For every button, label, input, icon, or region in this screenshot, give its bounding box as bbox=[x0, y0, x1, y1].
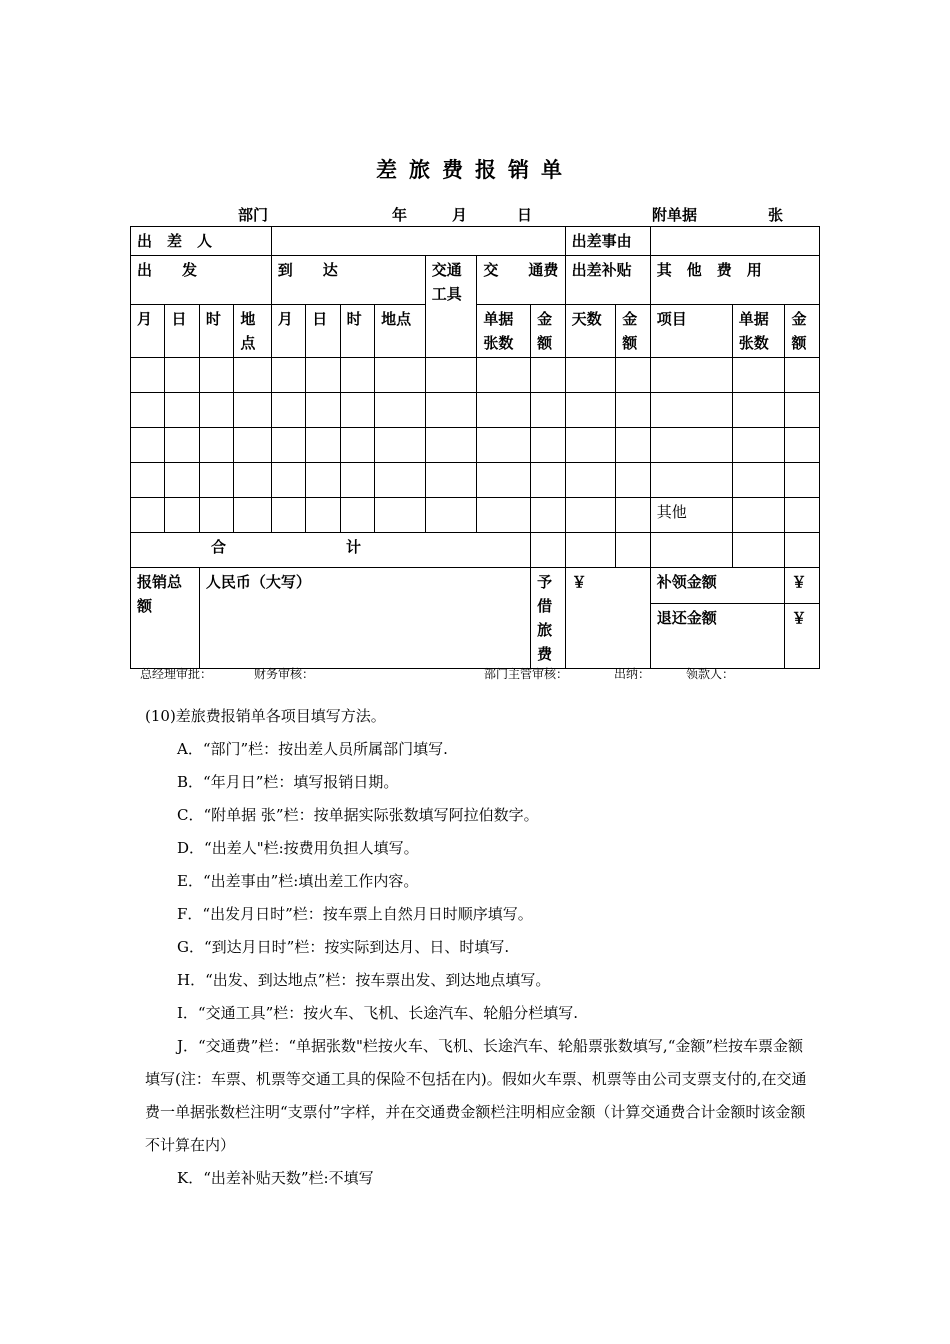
note-d: D．“出差人"栏:按费用负担人填写。 bbox=[177, 839, 419, 857]
form-title: 差旅费报销单 bbox=[376, 157, 574, 182]
day-label: 日 bbox=[517, 206, 533, 224]
other-amount-header: 金额 bbox=[785, 305, 820, 358]
year-label: 年 bbox=[392, 206, 408, 224]
sheets-label: 张 bbox=[768, 206, 784, 224]
note-f: F．“出发月日时”栏：按车票上自然月日时顺序填写。 bbox=[177, 905, 533, 923]
note-a: A．“部门”栏：按出差人员所属部门填写. bbox=[177, 740, 448, 758]
total-other-receipts[interactable] bbox=[785, 533, 820, 568]
reimburse-total-label: 报销总额 bbox=[131, 568, 200, 669]
advance-label: 予借旅费 bbox=[531, 568, 566, 669]
traveler-label: 出 差 人 bbox=[131, 227, 272, 256]
other-item-header: 项目 bbox=[650, 305, 732, 358]
arrive-header: 到 达 bbox=[271, 256, 425, 305]
transport-receipts-header: 单据张数 bbox=[477, 305, 531, 358]
arrive-month-header: 月 bbox=[271, 305, 305, 358]
note-g: G．“到达月日时”栏：按实际到达月、日、时填写. bbox=[177, 938, 510, 956]
advance-yen: ￥ bbox=[565, 568, 650, 669]
reason-label: 出差事由 bbox=[565, 227, 650, 256]
instructions-intro: (10)差旅费报销单各项目填写方法。 bbox=[145, 707, 386, 725]
attach-label: 附单据 bbox=[652, 206, 698, 224]
depart-place-header: 地点 bbox=[234, 305, 271, 358]
expense-form-table bbox=[130, 226, 820, 669]
total-transport-amount[interactable] bbox=[565, 533, 616, 568]
note-j: J．“交通费”栏：“单据张数"栏按火车、飞机、长途汽车、轮船票张数填写,“金额”栏按车票金额填写(注：车票、机票等交通工具的保险不包括在内)。假如火车票、机票等由公司支票支付的,在交通费一单据张数栏注明“支票付”字样，并在交通费金额栏注明相应金额（计算交通费合计金额时该金额不计算在内） bbox=[145, 1037, 807, 1154]
arrive-place-header: 地点 bbox=[375, 305, 426, 358]
dept-head-review: 部门主管审核： bbox=[484, 667, 569, 681]
rmb-upper-label: 人民币（大写） bbox=[199, 568, 530, 669]
refund-yen: ￥ bbox=[785, 604, 820, 669]
total-allowance-amount[interactable] bbox=[650, 533, 732, 568]
depart-hour-header: 时 bbox=[199, 305, 233, 358]
arrive-day-header: 日 bbox=[306, 305, 340, 358]
total-other-item[interactable] bbox=[732, 533, 785, 568]
note-h: H．“出发、到达地点”栏：按车票出发、到达地点填写。 bbox=[177, 971, 551, 989]
allowance-days-header: 天数 bbox=[565, 305, 616, 358]
total-transport-receipts[interactable] bbox=[531, 533, 566, 568]
recipient: 领款人： bbox=[686, 667, 735, 681]
other-fee-header: 其 他 费 用 bbox=[650, 256, 819, 305]
other-receipts-header: 单据张数 bbox=[732, 305, 785, 358]
supplement-yen: ￥ bbox=[785, 568, 820, 604]
month-label: 月 bbox=[452, 206, 468, 224]
total-label: 合 计 bbox=[131, 533, 531, 568]
transport-amount-header: 金额 bbox=[531, 305, 566, 358]
supplement-label: 补领金额 bbox=[650, 568, 785, 604]
cashier: 出纳： bbox=[614, 667, 651, 681]
note-e: E．“出差事由”栏:填出差工作内容。 bbox=[177, 872, 419, 890]
finance-review: 财务审核： bbox=[254, 667, 315, 681]
depart-day-header: 日 bbox=[165, 305, 199, 358]
refund-label: 退还金额 bbox=[650, 604, 785, 669]
arrive-hour-header: 时 bbox=[340, 305, 374, 358]
gm-approval: 总经理审批： bbox=[140, 667, 213, 681]
traveler-value[interactable] bbox=[271, 227, 565, 256]
table-row bbox=[131, 463, 820, 498]
transport-fee-header: 交 通费 bbox=[477, 256, 565, 305]
note-c: C．“附单据 张”栏：按单据实际张数填写阿拉伯数字。 bbox=[177, 806, 539, 824]
note-i: I．“交通工具”栏：按火车、飞机、长途汽车、轮船分栏填写. bbox=[177, 1004, 579, 1022]
fill-instructions bbox=[145, 700, 810, 1195]
allowance-amount-header: 金额 bbox=[616, 305, 650, 358]
note-b: B．“年月日”栏：填写报销日期。 bbox=[177, 773, 399, 791]
table-row bbox=[131, 498, 820, 533]
depart-header: 出 发 bbox=[131, 256, 272, 305]
form-header bbox=[130, 204, 820, 224]
dept-label: 部门 bbox=[238, 206, 269, 224]
total-allowance-days[interactable] bbox=[616, 533, 650, 568]
other-item-label: 其他 bbox=[650, 498, 732, 533]
table-row bbox=[131, 393, 820, 428]
note-k: K．“出差补贴天数”栏:不填写 bbox=[177, 1169, 374, 1187]
table-row bbox=[131, 428, 820, 463]
depart-month-header: 月 bbox=[131, 305, 165, 358]
allowance-header: 出差补贴 bbox=[565, 256, 650, 305]
vehicle-header: 交通工具 bbox=[425, 256, 477, 358]
table-row bbox=[131, 358, 820, 393]
reason-value[interactable] bbox=[650, 227, 819, 256]
signature-line bbox=[0, 665, 950, 683]
